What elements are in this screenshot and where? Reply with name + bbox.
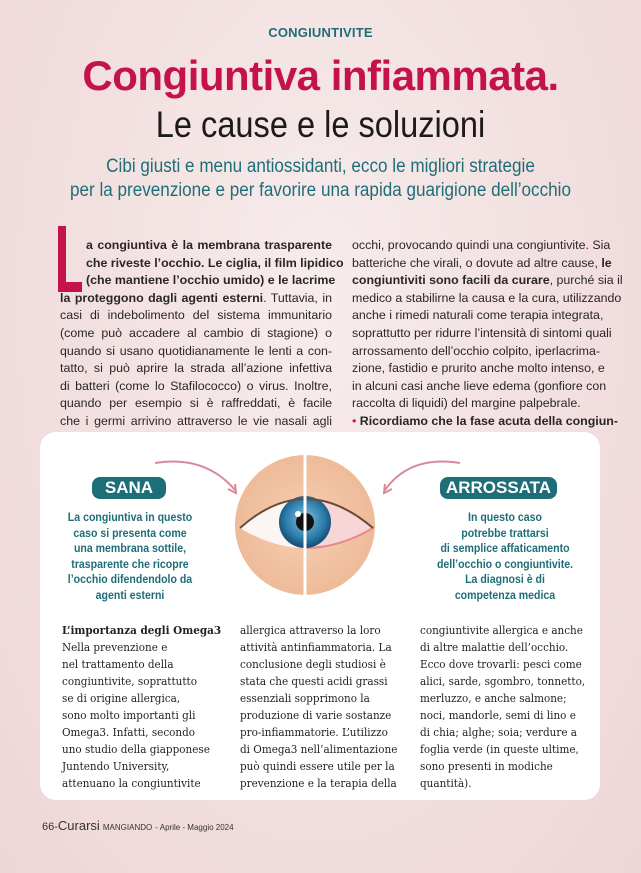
text-run: arrossamento dell’occhio colpito, iperlacrima- xyxy=(352,343,600,358)
text-run: (come può accadere al cambio di stagione) o xyxy=(60,325,332,340)
text-line xyxy=(352,290,622,308)
text-line: di altre malattie dell’occhio. xyxy=(420,641,569,654)
text-run: medico a stabilirne la causa e la cura, utilizzando xyxy=(352,290,622,305)
text-line: di chia; alghe; soia; verdure a xyxy=(420,726,577,739)
text-run: , purché sia il xyxy=(549,273,623,288)
text-run: soprattutto per ridurre l’intensità di sintomi quali xyxy=(352,325,612,340)
red-eye-badge: ARROSSATA xyxy=(440,477,557,499)
footer-sep: - xyxy=(54,821,58,833)
text-line xyxy=(60,378,332,396)
text-run: tatto, si può aprire la strada all’azione infettiva xyxy=(60,361,332,376)
text-run: . Tuttavia, in xyxy=(263,290,332,305)
deck-line: per la prevenzione e per favorire una rapida guarigione dell’occhio xyxy=(70,180,571,201)
text-line: Ecco dove trovarli: pesci come xyxy=(420,658,582,671)
issue-date: - Aprile - Maggio 2024 xyxy=(155,823,234,832)
text-line: uno studio della giapponese xyxy=(62,743,210,756)
caption-line: agenti esterni xyxy=(95,587,165,602)
page-footer xyxy=(42,818,234,833)
healthy-badge: SANA xyxy=(92,477,166,499)
text-line: attività antinfiammatoria. La xyxy=(240,641,392,654)
text-run: casi di indebolimento del sistema immunitario xyxy=(60,308,332,323)
text-line xyxy=(60,290,332,308)
text-line: allergica attraverso la loro xyxy=(240,624,381,637)
text-line: sono molto importanti gli xyxy=(62,709,196,722)
bullet-icon: • xyxy=(352,413,357,428)
text-line: sono presenti in modiche xyxy=(420,760,553,773)
page-number: 66 xyxy=(42,821,55,833)
text-run: raccolta di liquidi) del margine palpebrale. xyxy=(352,396,581,411)
eye-illustration xyxy=(215,450,395,600)
page-title: Congiuntiva infiammata. xyxy=(82,52,559,99)
text-line: Juntendo University, xyxy=(62,760,170,773)
text-line xyxy=(60,272,336,290)
red-eye-caption xyxy=(430,510,580,603)
text-line: nel trattamento della xyxy=(62,658,174,671)
bold-text: che riveste l’occhio. Le ciglia, il film lipidico xyxy=(86,255,344,270)
text-line xyxy=(352,378,607,396)
text-line xyxy=(352,255,612,273)
intro-column-1 xyxy=(60,237,344,431)
caption-line: La diagnosi è di xyxy=(465,572,545,586)
deck-line: Cibi giusti e menu antiossidanti, ecco le migliori strategie xyxy=(106,156,535,177)
text-run: di batteri (come lo Stafilococco) o virus. Inoltre, xyxy=(60,378,332,393)
text-line: congiuntivite allergica e anche xyxy=(420,624,583,637)
text-line xyxy=(352,360,605,378)
text-line xyxy=(60,413,332,431)
text-line: conclusione degli studiosi è xyxy=(240,658,386,671)
intro-column-2 xyxy=(352,237,623,431)
healthy-caption xyxy=(60,510,201,603)
text-line: pro-infiammatorie. L’utilizzo xyxy=(240,726,388,739)
text-line: stata che questi acidi grassi xyxy=(240,675,388,688)
text-run: zione, fastidio e prurito anche molto intenso, e xyxy=(352,361,605,376)
text-line xyxy=(352,343,600,361)
text-run: quando per esempio si è raffreddati, è facile xyxy=(60,396,332,411)
bold-text: a congiuntiva è la membrana trasparente xyxy=(86,238,332,252)
text-line xyxy=(352,307,604,325)
bold-text: la proteggono dagli agenti esterni xyxy=(60,290,264,305)
text-line xyxy=(352,272,623,290)
caption-line: caso si presenta come xyxy=(73,525,187,540)
text-run: anche i rimedi naturali come terapia integrata, xyxy=(352,308,604,323)
text-line: di Omega3 nell’alimentazione xyxy=(240,743,398,756)
omega-heading: L’importanza degli Omega3 xyxy=(62,623,222,637)
text-run: quando si usano quotidianamente le lenti a con- xyxy=(60,343,332,358)
text-line: Nella prevenzione e xyxy=(62,641,168,654)
omega-column-3 xyxy=(420,622,585,792)
text-run: occhi, provocando quindi una congiuntivite. Sia xyxy=(352,238,611,252)
magazine-subname: MANGIANDO xyxy=(102,823,153,832)
caption-line: In questo caso xyxy=(468,510,542,524)
magazine-name: Curarsi xyxy=(57,818,100,833)
text-run: che i germi arrivino attraverso le vie nasali agli xyxy=(60,413,332,428)
bold-text: Ricordiamo che la fase acuta della congiun- xyxy=(356,413,618,428)
text-run: in alcuni casi anche lieve edema (gonfiore con xyxy=(352,378,607,393)
caption-line: La congiuntiva in questo xyxy=(67,510,193,524)
text-line: foglia verde (in queste ultime, xyxy=(420,743,579,756)
text-line: se di origine allergica, xyxy=(62,692,181,705)
text-line: noci, mandorle, semi di lino e xyxy=(420,709,576,722)
caption-line: dell’occhio o congiuntivite. xyxy=(436,556,574,571)
text-line: congiuntivite, soprattutto xyxy=(62,675,197,688)
text-line: quantità). xyxy=(420,777,472,790)
text-line: alici, sarde, sgombro, tonnetto, xyxy=(420,675,586,688)
text-line xyxy=(352,237,611,255)
bold-text: (che mantiene l’occhio umido) e le lacrime xyxy=(86,273,336,288)
text-line xyxy=(60,255,344,273)
text-line xyxy=(60,343,332,361)
bold-text: congiuntiviti sono facili da curare xyxy=(352,273,550,288)
text-line xyxy=(60,307,332,325)
omega-column-2 xyxy=(240,622,397,792)
caption-line: trasparente che ricopre xyxy=(71,556,189,571)
text-line xyxy=(60,325,332,343)
section-kicker: CONGIUNTIVITE xyxy=(268,25,373,40)
bold-text: le xyxy=(601,255,612,270)
text-line xyxy=(60,237,332,255)
text-line xyxy=(352,395,600,413)
text-line: produzione di varie sostanze xyxy=(240,709,392,722)
text-run: batteriche che virali, o dovute ad altre cause, xyxy=(352,255,602,270)
text-line xyxy=(352,413,618,431)
caption-line: potrebbe trattarsi xyxy=(461,525,549,540)
text-line: attenuano la congiuntivite xyxy=(62,777,201,790)
caption-line: di semplice affaticamento xyxy=(440,541,570,555)
text-line: essenziali sopprimono la xyxy=(240,692,370,705)
text-line: può quindi essere utile per la xyxy=(240,760,395,773)
caption-line: una membrana sottile, xyxy=(73,541,187,555)
caption-line: l’occhio difendendolo da xyxy=(67,572,193,586)
text-line: merluzzo, e anche salmone; xyxy=(420,692,567,705)
page-subtitle: Le cause e le soluzioni xyxy=(155,104,486,145)
omega-column-1 xyxy=(62,622,221,792)
caption-line: competenza medica xyxy=(454,587,556,602)
text-line xyxy=(60,395,332,413)
text-line: Omega3. Infatti, secondo xyxy=(62,726,196,739)
text-line xyxy=(352,325,612,343)
text-line: prevenzione e la terapia della xyxy=(240,777,397,790)
text-line xyxy=(60,360,332,378)
